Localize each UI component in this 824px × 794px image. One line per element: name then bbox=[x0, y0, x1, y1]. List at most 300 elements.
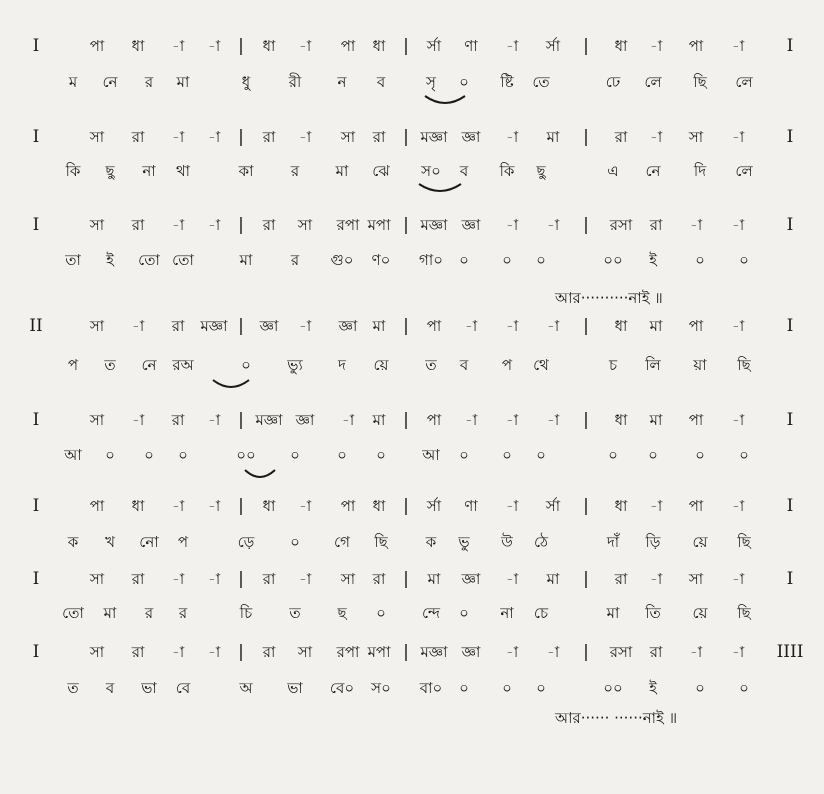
swara-note: মজ্ঞা bbox=[420, 643, 448, 661]
lyric-syllable: র bbox=[178, 604, 188, 622]
swara-line bbox=[0, 564, 824, 594]
bar-line: | bbox=[583, 410, 589, 430]
lyric-syllable: র bbox=[144, 73, 154, 91]
lyric-syllable: ব bbox=[376, 73, 386, 91]
swara-note: ধা bbox=[372, 37, 386, 55]
swara-note: রা bbox=[614, 570, 628, 588]
lyric-syllable: ০ bbox=[502, 251, 512, 269]
swara-note: মজ্ঞা bbox=[420, 128, 448, 146]
lyric-syllable: ০০ bbox=[236, 446, 256, 464]
swara-note: -া bbox=[505, 497, 519, 515]
lyric-syllable: কা bbox=[238, 162, 254, 180]
bar-line: | bbox=[583, 642, 589, 662]
swara-note: সা bbox=[340, 128, 356, 146]
lyric-syllable: নো bbox=[139, 533, 159, 551]
lyric-syllable: য়ে bbox=[373, 356, 389, 374]
section-mark: I bbox=[32, 36, 40, 56]
lyric-syllable: তি bbox=[645, 604, 661, 622]
lyric-syllable: ০ bbox=[502, 679, 512, 697]
lyric-syllable: ছু bbox=[105, 162, 115, 180]
lyric-syllable: ঢে bbox=[605, 73, 621, 91]
lyric-syllable: ষ্টি bbox=[500, 73, 514, 91]
bar-line: | bbox=[403, 127, 409, 147]
bar-line: | bbox=[583, 496, 589, 516]
swara-note: -া bbox=[731, 128, 745, 146]
swara-note: মা bbox=[372, 317, 386, 335]
swara-note: -া bbox=[298, 497, 312, 515]
swara-note: -া bbox=[207, 216, 221, 234]
swara-note: ধা bbox=[262, 37, 276, 55]
swara-note: -া bbox=[731, 216, 745, 234]
swara-note: মা bbox=[372, 411, 386, 429]
lyric-line bbox=[0, 67, 824, 97]
swara-note: -া bbox=[689, 216, 703, 234]
lyric-syllable: নে bbox=[645, 162, 661, 180]
section-mark: I bbox=[786, 316, 794, 336]
section-mark: I bbox=[786, 496, 794, 516]
lyric-syllable: না bbox=[500, 604, 514, 622]
bar-line: | bbox=[403, 316, 409, 336]
swara-note: মজ্ঞা bbox=[420, 216, 448, 234]
section-mark: I bbox=[32, 642, 40, 662]
swara-note: পা bbox=[89, 37, 105, 55]
lyric-syllable: ব bbox=[459, 162, 469, 180]
swara-note: জ্ঞা bbox=[461, 570, 481, 588]
lyric-syllable: আ bbox=[64, 446, 82, 464]
swara-note: -া bbox=[546, 216, 560, 234]
swara-note: মা bbox=[546, 128, 560, 146]
lyric-syllable: ০ bbox=[739, 446, 749, 464]
swara-note: -া bbox=[731, 317, 745, 335]
lyric-syllable: ছি bbox=[737, 604, 751, 622]
swara-note: মপা bbox=[367, 643, 391, 661]
swara-note: রা bbox=[372, 570, 386, 588]
swara-note: রা bbox=[131, 570, 145, 588]
swara-note: -া bbox=[207, 570, 221, 588]
bar-line: | bbox=[583, 215, 589, 235]
lyric-syllable: ক bbox=[67, 533, 79, 551]
swara-note: -া bbox=[731, 643, 745, 661]
swara-note: জ্ঞা bbox=[461, 643, 481, 661]
lyric-syllable: ০ bbox=[241, 356, 251, 374]
slur-mark bbox=[417, 182, 463, 196]
lyric-syllable: ই bbox=[649, 679, 657, 697]
swara-note: সা bbox=[297, 643, 313, 661]
swara-note: পা bbox=[426, 411, 442, 429]
swara-note: -া bbox=[505, 570, 519, 588]
lyric-syllable: য়ে bbox=[692, 604, 708, 622]
swara-note: -া bbox=[546, 643, 560, 661]
swara-note: -া bbox=[546, 411, 560, 429]
lyric-syllable: বা০ bbox=[419, 679, 443, 697]
section-mark: I bbox=[32, 569, 40, 589]
lyric-syllable: দ bbox=[338, 356, 346, 374]
swara-line bbox=[0, 637, 824, 667]
lyric-syllable: ণ০ bbox=[371, 251, 391, 269]
section-mark: I bbox=[786, 127, 794, 147]
swara-note: -া bbox=[689, 643, 703, 661]
lyric-syllable: ত bbox=[425, 356, 437, 374]
swara-note: -া bbox=[505, 216, 519, 234]
swara-note: সা bbox=[340, 570, 356, 588]
swara-note: -া bbox=[171, 128, 185, 146]
swara-note: -া bbox=[171, 497, 185, 515]
lyric-syllable: ছি bbox=[374, 533, 388, 551]
swara-note: -া bbox=[505, 317, 519, 335]
swara-note: -া bbox=[207, 411, 221, 429]
bar-line: | bbox=[238, 410, 244, 430]
swara-note: পা bbox=[426, 317, 442, 335]
lyric-syllable: গা০ bbox=[419, 251, 443, 269]
swara-note: -া bbox=[131, 411, 145, 429]
refrain-line bbox=[0, 703, 824, 733]
swara-note: -া bbox=[341, 411, 355, 429]
lyric-syllable: ০ bbox=[695, 446, 705, 464]
lyric-syllable: ০ bbox=[536, 446, 546, 464]
lyric-syllable: বে bbox=[175, 679, 191, 697]
lyric-syllable: না bbox=[142, 162, 156, 180]
lyric-syllable: নে bbox=[102, 73, 118, 91]
lyric-syllable: ছি bbox=[737, 533, 751, 551]
lyric-syllable: তো bbox=[138, 251, 160, 269]
lyric-syllable: ই bbox=[649, 251, 657, 269]
swara-note: -া bbox=[171, 570, 185, 588]
lyric-syllable: ভা bbox=[287, 679, 303, 697]
section-mark: I bbox=[32, 215, 40, 235]
swara-note: -া bbox=[505, 128, 519, 146]
swara-note: ণা bbox=[464, 497, 478, 515]
lyric-syllable: ন্দে bbox=[421, 604, 441, 622]
swara-note: সা bbox=[89, 317, 105, 335]
bar-line: | bbox=[583, 569, 589, 589]
lyric-line bbox=[0, 156, 824, 186]
swara-note: রা bbox=[171, 411, 185, 429]
lyric-syllable: ০ bbox=[459, 604, 469, 622]
swara-note: সা bbox=[89, 411, 105, 429]
swara-note: মা bbox=[427, 570, 441, 588]
swara-note: মা bbox=[649, 411, 663, 429]
swara-note: -া bbox=[298, 570, 312, 588]
swara-note: ধা bbox=[131, 497, 145, 515]
lyric-syllable: ০০ bbox=[603, 251, 623, 269]
bar-line: | bbox=[403, 36, 409, 56]
bar-line: | bbox=[583, 36, 589, 56]
section-mark: I bbox=[32, 410, 40, 430]
section-mark: I bbox=[786, 569, 794, 589]
swara-note: রপা bbox=[336, 216, 360, 234]
lyric-syllable: র bbox=[290, 251, 300, 269]
swara-note: রা bbox=[372, 128, 386, 146]
swara-note: -া bbox=[171, 37, 185, 55]
lyric-syllable: চ bbox=[608, 356, 618, 374]
bar-line: | bbox=[403, 569, 409, 589]
lyric-line bbox=[0, 598, 824, 628]
lyric-syllable: ভা bbox=[141, 679, 157, 697]
lyric-syllable: ত bbox=[67, 679, 79, 697]
swara-note: -া bbox=[464, 317, 478, 335]
swara-note: জ্ঞা bbox=[461, 128, 481, 146]
swara-note: -া bbox=[649, 570, 663, 588]
swara-note: মা bbox=[649, 317, 663, 335]
lyric-syllable: মা bbox=[176, 73, 190, 91]
swara-note: জ্ঞা bbox=[461, 216, 481, 234]
swara-note: -া bbox=[207, 643, 221, 661]
lyric-syllable: ০ bbox=[144, 446, 154, 464]
lyric-syllable: খ bbox=[105, 533, 115, 551]
lyric-syllable: ০ bbox=[695, 251, 705, 269]
lyric-syllable: ই bbox=[106, 251, 114, 269]
swara-note: মপা bbox=[367, 216, 391, 234]
swara-line bbox=[0, 210, 824, 240]
lyric-line bbox=[0, 673, 824, 703]
swara-note: রা bbox=[131, 643, 145, 661]
swara-note: পা bbox=[688, 37, 704, 55]
swara-note: মজ্ঞা bbox=[255, 411, 283, 429]
lyric-syllable: ০ bbox=[459, 446, 469, 464]
lyric-syllable: র bbox=[144, 604, 154, 622]
lyric-syllable: লে bbox=[735, 73, 753, 91]
lyric-syllable: থা bbox=[175, 162, 191, 180]
lyric-syllable: ০ bbox=[290, 533, 300, 551]
slur-mark bbox=[243, 468, 277, 482]
bar-line: | bbox=[238, 215, 244, 235]
lyric-line bbox=[0, 440, 824, 470]
swara-note: -া bbox=[207, 497, 221, 515]
swara-note: রসা bbox=[609, 643, 633, 661]
lyric-syllable: ০ bbox=[290, 446, 300, 464]
lyric-syllable: ক bbox=[425, 533, 437, 551]
section-mark: IIII bbox=[776, 642, 804, 662]
swara-note: -া bbox=[207, 128, 221, 146]
section-mark: I bbox=[786, 36, 794, 56]
bar-line: | bbox=[238, 642, 244, 662]
swara-note: ধা bbox=[131, 37, 145, 55]
swara-note: র্সা bbox=[545, 37, 561, 55]
lyric-syllable: লি bbox=[645, 356, 661, 374]
swara-note: জ্ঞা bbox=[295, 411, 315, 429]
lyric-syllable: দাঁ bbox=[606, 533, 620, 551]
slur-mark bbox=[211, 378, 251, 392]
lyric-syllable: ঠে bbox=[533, 533, 549, 551]
swara-note: পা bbox=[688, 317, 704, 335]
slur-mark bbox=[423, 94, 467, 108]
lyric-syllable: বে০ bbox=[329, 679, 355, 697]
lyric-syllable: তো bbox=[172, 251, 194, 269]
swara-note: সা bbox=[89, 128, 105, 146]
swara-note: ধা bbox=[262, 497, 276, 515]
swara-note: রা bbox=[649, 643, 663, 661]
lyric-syllable: ত bbox=[104, 356, 116, 374]
swara-note: রা bbox=[171, 317, 185, 335]
lyric-syllable: ধু bbox=[241, 73, 251, 91]
swara-note: রা bbox=[131, 128, 145, 146]
lyric-syllable: প bbox=[67, 356, 79, 374]
bar-line: | bbox=[403, 410, 409, 430]
swara-note: ধা bbox=[614, 37, 628, 55]
lyric-syllable: চি bbox=[239, 604, 253, 622]
lyric-syllable: তা bbox=[65, 251, 81, 269]
section-mark: I bbox=[786, 410, 794, 430]
lyric-syllable: ০ bbox=[695, 679, 705, 697]
swara-note: -া bbox=[505, 411, 519, 429]
lyric-syllable: তে bbox=[532, 73, 550, 91]
lyric-syllable: ০ bbox=[648, 446, 658, 464]
swara-note: -া bbox=[649, 128, 663, 146]
swara-note: র্সা bbox=[426, 37, 442, 55]
lyric-syllable: ম bbox=[68, 73, 78, 91]
swara-note: পা bbox=[688, 411, 704, 429]
refrain-text: আর··········নাই ॥ bbox=[555, 289, 663, 307]
lyric-syllable: মা bbox=[335, 162, 349, 180]
swara-note: -া bbox=[505, 643, 519, 661]
bar-line: | bbox=[583, 127, 589, 147]
lyric-syllable: ০ bbox=[739, 251, 749, 269]
swara-note: রা bbox=[262, 216, 276, 234]
bar-line: | bbox=[238, 496, 244, 516]
bar-line: | bbox=[403, 496, 409, 516]
lyric-syllable: ০ bbox=[536, 251, 546, 269]
swara-note: র্সা bbox=[545, 497, 561, 515]
lyric-line bbox=[0, 350, 824, 380]
swara-note: সা bbox=[688, 570, 704, 588]
bar-line: | bbox=[238, 127, 244, 147]
section-mark: I bbox=[786, 215, 794, 235]
lyric-syllable: স০ bbox=[371, 679, 391, 697]
swara-note: সা bbox=[688, 128, 704, 146]
lyric-syllable: তো bbox=[62, 604, 84, 622]
swara-note: রা bbox=[262, 570, 276, 588]
lyric-syllable: কি bbox=[65, 162, 81, 180]
section-mark: II bbox=[29, 316, 43, 336]
swara-note: সা bbox=[297, 216, 313, 234]
swara-note: -া bbox=[207, 37, 221, 55]
swara-note: -া bbox=[649, 37, 663, 55]
lyric-syllable: ছু bbox=[536, 162, 546, 180]
swara-note: -া bbox=[731, 497, 745, 515]
lyric-syllable: ব bbox=[459, 356, 469, 374]
lyric-syllable: সৃ bbox=[426, 73, 436, 91]
lyric-syllable: গু০ bbox=[330, 251, 354, 269]
swara-note: পা bbox=[340, 497, 356, 515]
section-mark: I bbox=[32, 127, 40, 147]
lyric-syllable: দি bbox=[693, 162, 707, 180]
swara-note: ধা bbox=[614, 411, 628, 429]
lyric-syllable: ০ bbox=[739, 679, 749, 697]
swara-note: -া bbox=[298, 128, 312, 146]
lyric-syllable: ০ bbox=[608, 446, 618, 464]
swara-note: পা bbox=[340, 37, 356, 55]
swara-note: রসা bbox=[609, 216, 633, 234]
lyric-syllable: ০ bbox=[376, 604, 386, 622]
lyric-syllable: নে bbox=[141, 356, 157, 374]
lyric-syllable: অ bbox=[239, 679, 253, 697]
lyric-syllable: ত bbox=[289, 604, 301, 622]
swara-line bbox=[0, 311, 824, 341]
swara-note: -া bbox=[505, 37, 519, 55]
lyric-line bbox=[0, 245, 824, 275]
lyric-line bbox=[0, 527, 824, 557]
lyric-syllable: ড়ি bbox=[645, 533, 661, 551]
lyric-syllable: ছি bbox=[693, 73, 707, 91]
swara-note: সা bbox=[89, 216, 105, 234]
lyric-syllable: ০ bbox=[502, 446, 512, 464]
swara-note: রা bbox=[614, 128, 628, 146]
swara-note: -া bbox=[298, 317, 312, 335]
swara-note: রা bbox=[649, 216, 663, 234]
lyric-syllable: রী bbox=[288, 73, 302, 91]
swara-note: -া bbox=[171, 643, 185, 661]
lyric-syllable: ০ bbox=[459, 73, 469, 91]
swara-note: রা bbox=[262, 643, 276, 661]
swara-note: -া bbox=[131, 317, 145, 335]
lyric-syllable: ব bbox=[105, 679, 115, 697]
swara-note: মজ্ঞা bbox=[200, 317, 228, 335]
refrain-text: আর······ ······নাই ॥ bbox=[555, 709, 678, 727]
swara-note: -া bbox=[171, 216, 185, 234]
swara-note: ণা bbox=[464, 37, 478, 55]
lyric-syllable: য়া bbox=[693, 356, 707, 374]
lyric-syllable: কি bbox=[499, 162, 515, 180]
lyric-syllable: ০ bbox=[337, 446, 347, 464]
swara-note: রা bbox=[262, 128, 276, 146]
bar-line: | bbox=[403, 215, 409, 235]
section-mark: I bbox=[32, 496, 40, 516]
lyric-syllable: থে bbox=[533, 356, 549, 374]
lyric-syllable: প bbox=[501, 356, 513, 374]
swara-note: মা bbox=[546, 570, 560, 588]
lyric-syllable: লে bbox=[644, 73, 662, 91]
bar-line: | bbox=[238, 569, 244, 589]
lyric-syllable: ছ bbox=[337, 604, 347, 622]
swara-note: -া bbox=[731, 411, 745, 429]
bar-line: | bbox=[583, 316, 589, 336]
swara-note: -া bbox=[298, 37, 312, 55]
lyric-syllable: মা bbox=[606, 604, 620, 622]
swara-note: -া bbox=[731, 37, 745, 55]
swara-note: সা bbox=[89, 570, 105, 588]
swara-note: সা bbox=[89, 643, 105, 661]
bar-line: | bbox=[238, 36, 244, 56]
swara-line bbox=[0, 491, 824, 521]
lyric-syllable: ঝে bbox=[372, 162, 390, 180]
lyric-syllable: উ bbox=[501, 533, 513, 551]
lyric-syllable: মা bbox=[239, 251, 253, 269]
lyric-syllable: চে bbox=[533, 604, 549, 622]
lyric-syllable: মা bbox=[103, 604, 117, 622]
bar-line: | bbox=[238, 316, 244, 336]
refrain-line bbox=[0, 283, 824, 313]
swara-note: -া bbox=[649, 497, 663, 515]
lyric-syllable: র bbox=[290, 162, 300, 180]
lyric-syllable: ন bbox=[337, 73, 347, 91]
lyric-syllable: য়ে bbox=[692, 533, 708, 551]
swara-note: ধা bbox=[614, 497, 628, 515]
lyric-syllable: প bbox=[177, 533, 189, 551]
lyric-syllable: রঅ bbox=[172, 356, 194, 374]
lyric-syllable: ০ bbox=[376, 446, 386, 464]
swara-note: ধা bbox=[372, 497, 386, 515]
swara-note: পা bbox=[688, 497, 704, 515]
swara-note: র্সা bbox=[426, 497, 442, 515]
lyric-syllable: ০ bbox=[459, 679, 469, 697]
swara-note: -া bbox=[546, 317, 560, 335]
lyric-syllable: এ bbox=[607, 162, 619, 180]
swara-note: -া bbox=[731, 570, 745, 588]
bar-line: | bbox=[403, 642, 409, 662]
swara-note: রা bbox=[131, 216, 145, 234]
swara-note: পা bbox=[89, 497, 105, 515]
swara-note: জ্ঞা bbox=[338, 317, 358, 335]
